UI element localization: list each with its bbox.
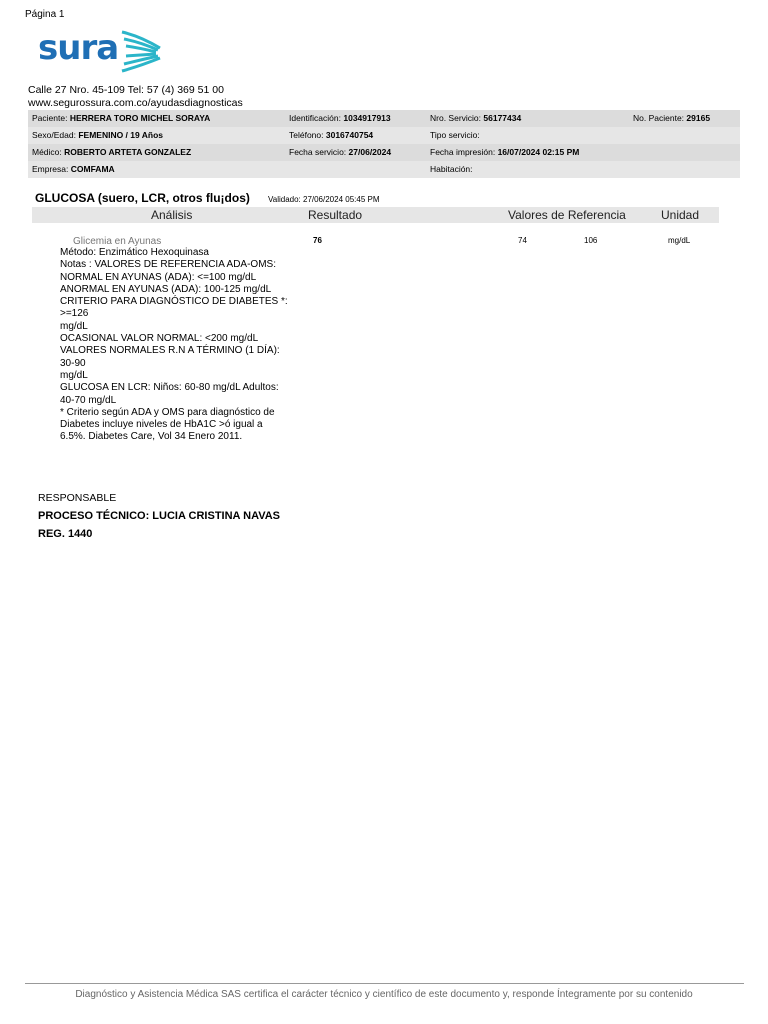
header-analysis: Análisis xyxy=(151,208,193,222)
responsible-label: RESPONSABLE xyxy=(38,492,117,504)
website-line: www.segurossura.com.co/ayudasdiagnosticas xyxy=(28,97,243,109)
service-date: Fecha servicio: 27/06/2024 xyxy=(289,147,392,157)
sex-age: Sexo/Edad: FEMENINO / 19 Años xyxy=(32,130,164,140)
footer-divider xyxy=(25,983,744,984)
results-table-header xyxy=(32,207,719,223)
note-line: Diabetes incluye niveles de HbA1C >ó igual a xyxy=(60,419,263,431)
result-value: 76 xyxy=(313,236,322,245)
note-line: CRITERIO PARA DIAGNÓSTICO DE DIABETES *: xyxy=(60,296,288,308)
note-line: VALORES NORMALES R.N A TÉRMINO (1 DÍA): xyxy=(60,345,280,357)
note-line: NORMAL EN AYUNAS (ADA): <=100 mg/dL xyxy=(60,271,257,283)
note-line: 40-70 mg/dL xyxy=(60,394,117,406)
note-line: >=126 xyxy=(60,308,89,320)
note-line: mg/dL xyxy=(60,369,88,381)
logo-wing-icon xyxy=(120,26,162,74)
method-notes xyxy=(60,247,310,444)
note-line: GLUCOSA EN LCR: Niños: 60-80 mg/dL Adultos: xyxy=(60,382,279,394)
note-line: 6.5%. Diabetes Care, Vol 34 Enero 2011. xyxy=(60,431,243,443)
room: Habitación: xyxy=(430,164,473,174)
header-unit: Unidad xyxy=(661,208,700,222)
patient-info-row xyxy=(28,161,740,178)
page-number: Página 1 xyxy=(25,9,65,20)
note-line: 30-90 xyxy=(60,357,86,369)
reference-low: 74 xyxy=(518,236,527,245)
patient-id: Identificación: 1034917913 xyxy=(289,113,391,123)
patient-info-block xyxy=(28,110,740,178)
lab-address xyxy=(28,84,243,110)
header-reference: Valores de Referencia xyxy=(508,208,626,222)
patient-number: No. Paciente: 29165 xyxy=(633,113,711,123)
footer-certification: Diagnóstico y Asistencia Médica SAS certifica el carácter técnico y científico de este documento y, responde Íntegramente por su contenido xyxy=(75,989,693,1000)
logo-wordmark: sura xyxy=(38,28,119,68)
note-line: Notas : VALORES DE REFERENCIA ADA-OMS: xyxy=(60,259,276,271)
patient-info-row xyxy=(28,110,740,127)
patient-name: Paciente: HERRERA TORO MICHEL SORAYA xyxy=(32,113,211,123)
patient-info-row xyxy=(28,144,740,161)
phone: Teléfono: 3016740754 xyxy=(289,130,374,140)
note-line: Método: Enzimático Hexoquinasa xyxy=(60,247,209,258)
responsible-registration: REG. 1440 xyxy=(38,528,93,540)
test-section-title: GLUCOSA (suero, LCR, otros flu¡dos) xyxy=(35,191,250,205)
reference-high: 106 xyxy=(584,236,598,245)
note-line: ANORMAL EN AYUNAS (ADA): 100-125 mg/dL xyxy=(60,283,272,295)
service-type: Tipo servicio: xyxy=(430,130,480,140)
company: Empresa: COMFAMA xyxy=(32,164,115,174)
note-line: mg/dL xyxy=(60,320,88,332)
note-line: * Criterio según ADA y OMS para diagnóstico de xyxy=(60,406,275,418)
analysis-name: Glicemia en Ayunas xyxy=(73,236,162,247)
header-result: Resultado xyxy=(308,208,363,222)
doctor: Médico: ROBERTO ARTETA GONZALEZ xyxy=(32,147,192,157)
responsible-name: PROCESO TÉCNICO: LUCIA CRISTINA NAVAS xyxy=(38,510,281,522)
patient-info-row xyxy=(28,127,740,144)
result-unit: mg/dL xyxy=(668,236,691,245)
note-line: OCASIONAL VALOR NORMAL: <200 mg/dL xyxy=(60,333,259,345)
validated-date: Validado: 27/06/2024 05:45 PM xyxy=(268,195,380,204)
address-line: Calle 27 Nro. 45-109 Tel: 57 (4) 369 51 00 xyxy=(28,84,224,96)
print-date: Fecha impresión: 16/07/2024 02:15 PM xyxy=(430,147,580,157)
sura-logo xyxy=(38,26,163,76)
service-number: Nro. Servicio: 56177434 xyxy=(430,113,522,123)
